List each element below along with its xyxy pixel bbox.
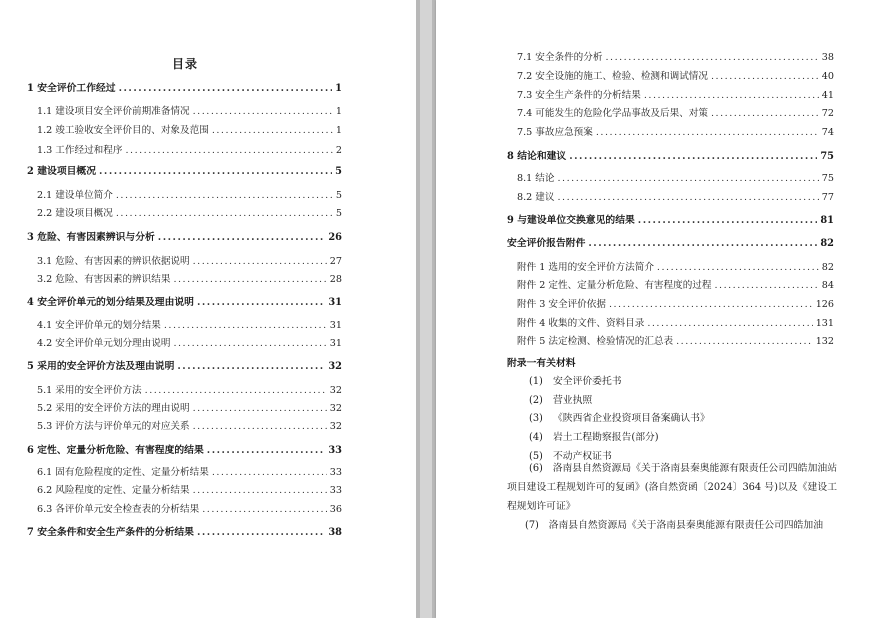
toc-entry <box>37 208 342 220</box>
material-item-number: (3) <box>529 413 543 424</box>
toc-entry <box>517 318 834 330</box>
toc-leader-dots <box>193 256 327 268</box>
toc-page-number: 38 <box>821 52 834 63</box>
toc-entry <box>37 274 342 286</box>
toc-entry <box>37 145 342 157</box>
toc-entry-label: 7.1 安全条件的分析 <box>517 52 603 63</box>
toc-entry-label: 附件 4 收集的文件、资料目录 <box>517 318 645 329</box>
left-document-page <box>0 0 416 618</box>
toc-leader-dots <box>605 52 818 64</box>
toc-leader-dots <box>569 151 817 163</box>
toc-leader-dots <box>145 385 327 397</box>
toc-leader-dots <box>558 173 819 185</box>
toc-page-number: 32 <box>328 361 342 372</box>
toc-entry-label: 6.1 固有危险程度的定性、定量分析结果 <box>37 467 209 478</box>
toc-entry <box>27 527 342 539</box>
toc-entry <box>507 215 834 227</box>
toc-entry-label: 2.1 建设单位简介 <box>37 190 113 201</box>
toc-entry <box>517 52 834 64</box>
toc-leader-dots <box>212 125 333 137</box>
toc-page-number: 82 <box>821 262 834 273</box>
toc-leader-dots <box>558 192 819 204</box>
material-item-text: 安全评价委托书 <box>553 376 622 387</box>
material-item-number: (1) <box>529 376 543 387</box>
toc-leader-dots <box>197 297 325 309</box>
toc-leader-dots <box>711 71 819 83</box>
toc-page-number: 84 <box>821 280 834 291</box>
toc-entry-label: 3.1 危险、有害因素的辨识依据说明 <box>37 256 190 267</box>
toc-page-number: 1 <box>335 83 342 94</box>
toc-entry <box>517 90 834 102</box>
toc-entry-label: 1.3 工作经过和程序 <box>37 145 123 156</box>
toc-leader-dots <box>193 106 333 118</box>
toc-page-number: 28 <box>329 274 342 285</box>
material-item-text: 不动产权证书 <box>553 451 612 462</box>
toc-leader-dots <box>714 280 818 292</box>
toc-entry <box>37 403 342 415</box>
toc-entry-label: 6.2 风险程度的定性、定量分析结果 <box>37 485 190 496</box>
toc-entry <box>37 485 342 497</box>
toc-page-number: 2 <box>335 145 342 156</box>
toc-entry-label: 附件 1 选用的安全评价方法简介 <box>517 262 654 273</box>
toc-entry-label: 安全评价报告附件 <box>507 238 586 249</box>
toc-leader-dots <box>164 320 327 332</box>
toc-page-number: 33 <box>328 445 342 456</box>
material-item-6: (6) 洛南县自然资源局《关于洛南县秦奥能源有限责任公司四皓加油站项目建设工程规划许可的复函》(洛自然资函〔2024〕364 号)以及《建设工程规划许可证》 <box>507 463 837 512</box>
toc-page-number: 75 <box>820 151 834 162</box>
toc-page-number: 126 <box>815 299 834 310</box>
toc-entry <box>37 338 342 350</box>
toc-entry-label: 2 建设项目概况 <box>27 166 97 177</box>
toc-entry <box>37 106 342 118</box>
toc-entry-label: 附件 5 法定检测、检验情况的汇总表 <box>517 336 674 347</box>
toc-leader-dots <box>596 127 819 139</box>
toc-entry <box>37 421 342 433</box>
toc-entry-label: 2.2 建设项目概况 <box>37 208 113 219</box>
toc-page-number: 81 <box>820 215 834 226</box>
toc-page-number: 74 <box>821 127 834 138</box>
toc-entry <box>517 299 834 311</box>
toc-entry <box>517 173 834 185</box>
toc-entry <box>27 445 342 457</box>
toc-entry-label: 1.1 建设项目安全评价前期准备情况 <box>37 106 190 117</box>
toc-entry <box>37 467 342 479</box>
material-item <box>529 413 710 425</box>
toc-page-number: 36 <box>329 504 342 515</box>
toc-entry-label: 8.2 建议 <box>517 192 555 203</box>
toc-page-number: 32 <box>329 385 342 396</box>
toc-entry <box>37 385 342 397</box>
toc-entry-label: 7.2 安全设施的施工、检验、检测和调试情况 <box>517 71 708 82</box>
material-item-number: (5) <box>529 451 543 462</box>
toc-page-number: 5 <box>335 166 342 177</box>
toc-entry <box>27 83 342 95</box>
toc-entry <box>27 232 342 244</box>
toc-page-number: 82 <box>820 238 834 249</box>
material-item <box>529 395 592 407</box>
toc-leader-dots <box>647 318 812 330</box>
toc-leader-dots <box>116 190 333 202</box>
toc-page-number: 32 <box>329 403 342 414</box>
toc-entry-label: 7.4 可能发生的危险化学品事故及后果、对策 <box>517 108 708 119</box>
toc-entry-label: 9 与建设单位交换意见的结果 <box>507 215 635 226</box>
toc-page-number: 27 <box>329 256 342 267</box>
material-item-number: (4) <box>529 432 543 443</box>
toc-entry-label: 5.2 采用的安全评价方法的理由说明 <box>37 403 190 414</box>
material-item-text: 营业执照 <box>553 395 593 406</box>
toc-entry <box>27 297 342 309</box>
toc-entry <box>507 238 834 250</box>
toc-entry <box>517 336 834 348</box>
toc-leader-dots <box>193 421 327 433</box>
toc-leader-dots <box>676 336 813 348</box>
toc-entry-label: 4 安全评价单元的划分结果及理由说明 <box>27 297 194 308</box>
toc-page-number: 132 <box>815 336 834 347</box>
toc-leader-dots <box>177 361 325 373</box>
toc-leader-dots <box>116 208 333 220</box>
toc-page-number: 31 <box>329 320 342 331</box>
toc-leader-dots <box>99 166 332 178</box>
toc-leader-dots <box>638 215 818 227</box>
toc-page-number: 131 <box>815 318 834 329</box>
toc-entry-label: 7 安全条件和安全生产条件的分析结果 <box>27 527 194 538</box>
toc-leader-dots <box>193 403 327 415</box>
toc-entry-label: 3 危险、有害因素辨识与分析 <box>27 232 155 243</box>
toc-page-number: 72 <box>821 108 834 119</box>
toc-entry <box>37 504 342 516</box>
toc-page-number: 41 <box>821 90 834 101</box>
toc-leader-dots <box>212 467 327 479</box>
material-item-7: (7) 洛南县自然资源局《关于洛南县秦奥能源有限责任公司四皓加油 <box>525 520 823 531</box>
toc-page-number: 40 <box>821 71 834 82</box>
toc-leader-dots <box>193 485 327 497</box>
toc-leader-dots <box>173 338 326 350</box>
material-item-text: 岩土工程勘察报告(部分) <box>553 432 659 443</box>
toc-entry <box>37 256 342 268</box>
toc-entry <box>507 151 834 163</box>
toc-leader-dots <box>202 504 327 516</box>
toc-page-number: 31 <box>329 338 342 349</box>
toc-entry-label: 1 安全评价工作经过 <box>27 83 116 94</box>
material-item <box>529 376 622 388</box>
material-item-text: 《陕西省企业投资项目备案确认书》 <box>553 413 710 424</box>
toc-page-number: 77 <box>821 192 834 203</box>
material-item-number: (2) <box>529 395 543 406</box>
toc-page-number: 31 <box>328 297 342 308</box>
toc-leader-dots <box>711 108 819 120</box>
toc-leader-dots <box>657 262 819 274</box>
toc-entry-label: 4.1 安全评价单元的划分结果 <box>37 320 161 331</box>
toc-entry <box>37 125 342 137</box>
toc-leader-dots <box>207 445 326 457</box>
appendix-heading: 附录一有关材料 <box>507 358 576 369</box>
toc-leader-dots <box>197 527 325 539</box>
toc-title: 目录 <box>171 57 198 71</box>
toc-page-number: 75 <box>821 173 834 184</box>
toc-leader-dots <box>644 90 819 102</box>
toc-entry-label: 4.2 安全评价单元划分理由说明 <box>37 338 171 349</box>
toc-entry-label: 附件 2 定性、定量分析危险、有害程度的过程 <box>517 280 712 291</box>
toc-entry <box>517 192 834 204</box>
toc-leader-dots <box>588 238 817 250</box>
toc-page-number: 1 <box>335 125 342 136</box>
toc-entry-label: 7.5 事故应急预案 <box>517 127 593 138</box>
toc-page-number: 38 <box>328 527 342 538</box>
toc-page-number: 1 <box>335 106 342 117</box>
toc-entry <box>517 280 834 292</box>
toc-leader-dots <box>158 232 326 244</box>
toc-entry-label: 附件 3 安全评价依据 <box>517 299 606 310</box>
toc-page-number: 32 <box>329 421 342 432</box>
toc-page-number: 26 <box>328 232 342 243</box>
toc-leader-dots <box>119 83 333 95</box>
page-edge-left <box>416 0 420 618</box>
toc-page-number: 33 <box>329 485 342 496</box>
toc-page-number: 5 <box>335 190 342 201</box>
toc-entry <box>517 262 834 274</box>
toc-entry <box>517 108 834 120</box>
toc-page-number: 33 <box>329 467 342 478</box>
toc-page-number: 5 <box>335 208 342 219</box>
toc-entry-label: 7.3 安全生产条件的分析结果 <box>517 90 641 101</box>
toc-leader-dots <box>173 274 326 286</box>
toc-entry-label: 5 采用的安全评价方法及理由说明 <box>27 361 175 372</box>
toc-entry <box>27 166 342 178</box>
toc-entry-label: 6 定性、定量分析危险、有害程度的结果 <box>27 445 204 456</box>
toc-entry <box>37 320 342 332</box>
material-item <box>529 432 659 444</box>
toc-entry <box>517 127 834 139</box>
toc-entry-label: 5.3 评价方法与评价单元的对应关系 <box>37 421 190 432</box>
toc-entry-label: 1.2 竣工验收安全评价目的、对象及范围 <box>37 125 209 136</box>
toc-leader-dots <box>609 299 813 311</box>
toc-entry-label: 5.1 采用的安全评价方法 <box>37 385 142 396</box>
toc-leader-dots <box>125 145 332 157</box>
toc-entry <box>517 71 834 83</box>
toc-entry-label: 3.2 危险、有害因素的辨识结果 <box>37 274 171 285</box>
toc-entry-label: 8 结论和建议 <box>507 151 567 162</box>
toc-entry-label: 8.1 结论 <box>517 173 555 184</box>
toc-entry <box>27 361 342 373</box>
toc-entry <box>37 190 342 202</box>
toc-entry-label: 6.3 各评价单元安全检查表的分析结果 <box>37 504 200 515</box>
